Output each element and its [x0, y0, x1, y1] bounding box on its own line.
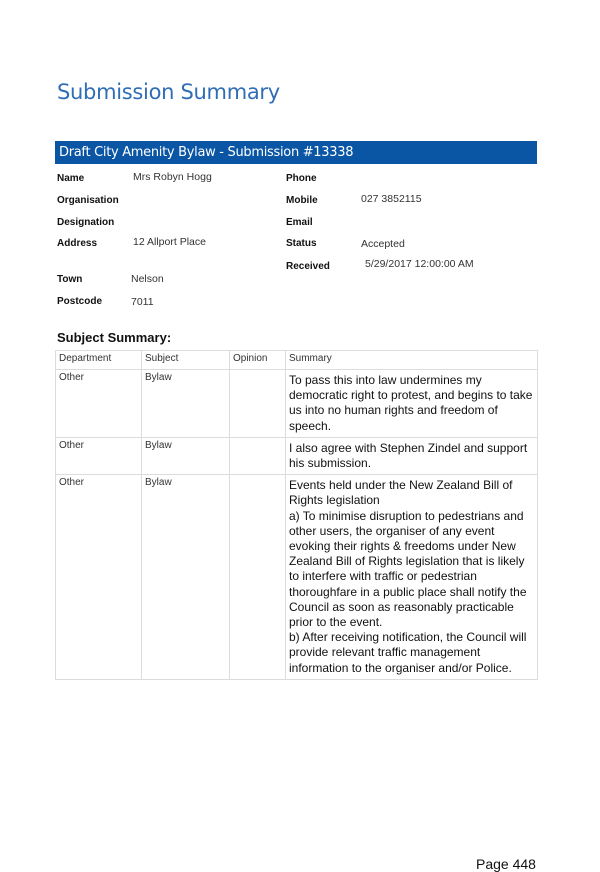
table-row	[56, 370, 538, 438]
address-label: Address	[57, 238, 98, 249]
table-row	[56, 437, 538, 474]
department-cell: Other	[56, 475, 142, 680]
subject-cell: Bylaw	[142, 437, 230, 474]
column-header-department: Department	[56, 351, 142, 370]
department-cell: Other	[56, 437, 142, 474]
column-header-subject: Subject	[142, 351, 230, 370]
summary-cell	[286, 437, 538, 474]
summary-text: To pass this into law undermines my democratic right to protest, and begins to take us into no human rights and freedom of speech.	[289, 373, 533, 433]
email-label: Email	[286, 217, 313, 228]
column-header-opinion: Opinion	[230, 351, 286, 370]
table-header-row	[56, 351, 538, 370]
page-number: Page 448	[476, 856, 536, 872]
summary-cell	[286, 475, 538, 680]
section-title-bar: Draft City Amenity Bylaw - Submission #13338	[55, 141, 537, 164]
subject-summary-heading: Subject Summary:	[57, 330, 172, 345]
phone-label: Phone	[286, 173, 317, 184]
designation-label: Designation	[57, 217, 115, 228]
status-label: Status	[286, 238, 317, 249]
address-value: 12 Allport Place	[133, 236, 206, 248]
opinion-cell	[230, 437, 286, 474]
mobile-value: 027 3852115	[361, 193, 422, 205]
mobile-label: Mobile	[286, 195, 318, 206]
opinion-cell	[230, 370, 286, 438]
postcode-value: 7011	[131, 296, 154, 308]
received-label: Received	[286, 261, 330, 272]
column-header-summary: Summary	[286, 351, 538, 370]
town-label: Town	[57, 274, 83, 285]
received-value: 5/29/2017 12:00:00 AM	[365, 258, 474, 270]
status-value: Accepted	[361, 238, 405, 250]
summary-text: I also agree with Stephen Zindel and support his submission.	[289, 440, 528, 471]
organisation-label: Organisation	[57, 195, 119, 206]
opinion-cell	[230, 475, 286, 680]
town-value: Nelson	[131, 273, 164, 285]
name-label: Name	[57, 173, 85, 184]
subject-summary-table	[55, 350, 538, 680]
subject-cell: Bylaw	[142, 475, 230, 680]
summary-cell	[286, 370, 538, 438]
page-title: Submission Summary	[57, 80, 280, 104]
table-row	[56, 475, 538, 680]
summary-text: Events held under the New Zealand Bill of Rights legislation a) To minimise disruption to pedestrians and other users, the organiser of any event evoking their rights & freedoms under New Zealand Bill of Rights legislation that is likely to interfere with traffic or pedestrian thoroughfare in a public place shall notify the Council as soon as reasonably practicable prior to the event. b) After receiving notification, the Council will provide relevant traffic management information to the organiser and/or Police.	[289, 478, 527, 675]
department-cell: Other	[56, 370, 142, 438]
subject-cell: Bylaw	[142, 370, 230, 438]
name-value: Mrs Robyn Hogg	[133, 171, 212, 183]
postcode-label: Postcode	[57, 296, 103, 307]
